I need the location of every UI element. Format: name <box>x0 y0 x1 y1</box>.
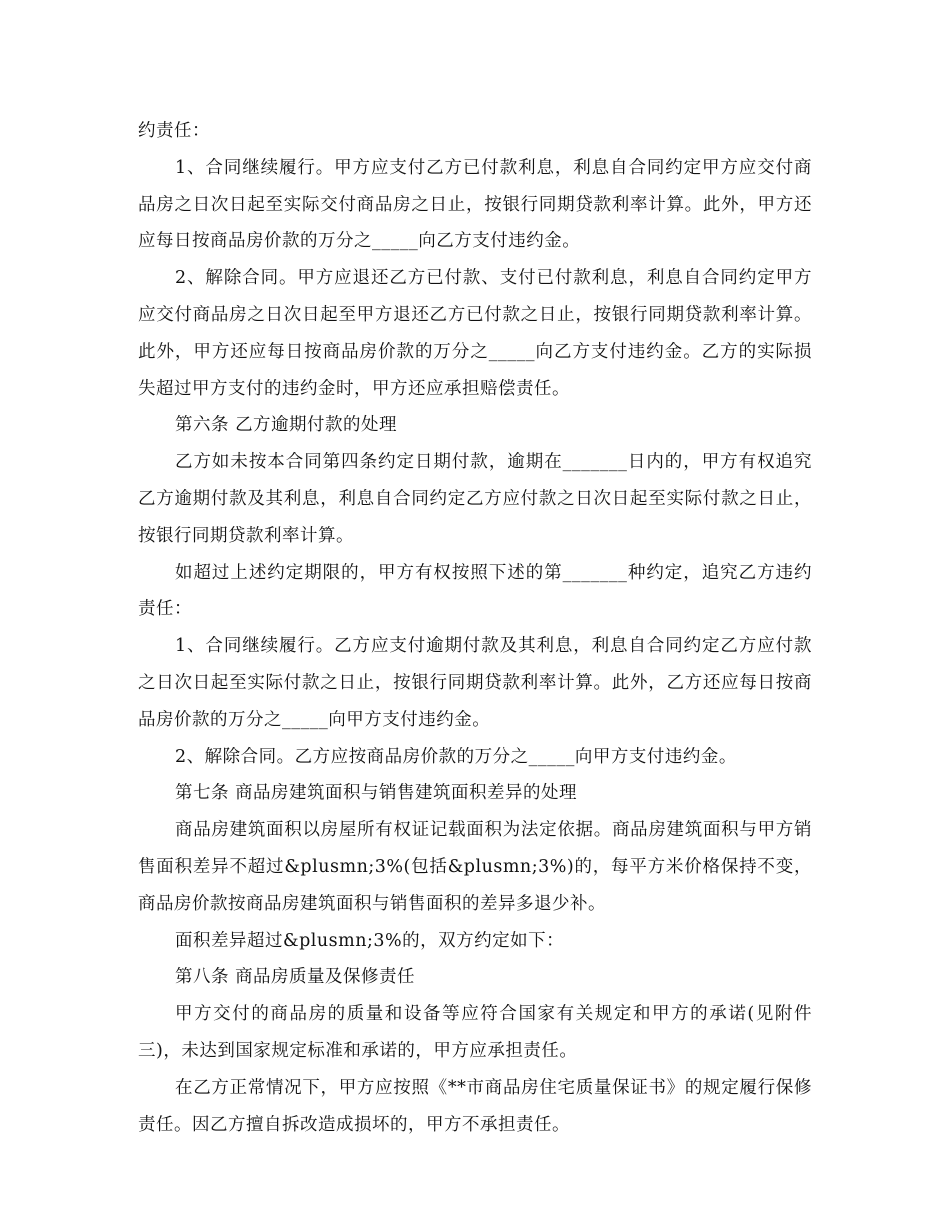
paragraph-buyer-terminate-contract: 2、解除合同。乙方应按商品房价款的万分之_____向甲方支付违约金。 <box>175 746 737 767</box>
paragraph-area-basis: 商品房建筑面积以房屋所有权证记载面积为法定依据。商品房建筑面积与甲方销售面积差异不超过&plusmn;3%(包括&plusmn;3%)的，每平方米价格保持不变，商品房价款按商品房建筑面积与销售面积的差异多退少补。 <box>138 820 812 914</box>
paragraph-clause-2-terminate-contract: 2、解除合同。甲方应退还乙方已付款、支付已付款利息，利息自合同约定甲方应交付商品房之日次日起至甲方退还乙方已付款之日止，按银行同期贷款利率计算。此外，甲方还应每日按商品房价款的万分之_____向乙方支付违约金。乙方的实际损失超过甲方支付的违约金时，甲方还应承担赔偿责任。 <box>138 268 812 399</box>
paragraph-warranty-responsibility: 在乙方正常情况下，甲方应按照《**市商品房住宅质量保证书》的规定履行保修责任。因乙方擅自拆改造成损坏的，甲方不承担责任。 <box>138 1077 812 1135</box>
paragraph-quality-standard: 甲方交付的商品房的质量和设备等应符合国家有关规定和甲方的承诺(见附件三)，未达到国家规定标准和承诺的，甲方应承担责任。 <box>138 1004 812 1061</box>
section-heading-article-7: 第七条 商品房建筑面积与销售建筑面积差异的处理 <box>175 783 578 804</box>
section-heading-article-6: 第六条 乙方逾期付款的处理 <box>175 415 398 436</box>
paragraph-overdue-payment: 乙方如未按本合同第四条约定日期付款，逾期在_______日内的，甲方有权追究乙方逾期付款及其利息，利息自合同约定乙方应付款之日次日起至实际付款之日止，按银行同期贷款利率计算。 <box>138 452 812 546</box>
paragraph-beyond-deadline: 如超过上述约定期限的，甲方有权按照下述的第_______种约定，追究乙方违约责任： <box>138 562 812 620</box>
paragraph-clause-1-continue-contract: 1、合同继续履行。甲方应支付乙方已付款利息，利息自合同约定甲方应交付商品房之日次日起至实际交付商品房之日止，按银行同期贷款利率计算。此外，甲方还应每日按商品房价款的万分之_____向乙方支付违约金。 <box>138 157 812 252</box>
paragraph-area-difference: 面积差异超过&plusmn;3%的，双方约定如下： <box>175 930 565 951</box>
section-heading-article-8: 第八条 商品房质量及保修责任 <box>175 967 416 988</box>
paragraph-buyer-continue-contract: 1、合同继续履行。乙方应支付逾期付款及其利息，利息自合同约定乙方应付款之日次日起至实际付款之日止，按银行同期贷款利率计算。此外，乙方还应每日按商品房价款的万分之_____向甲方支付违约金。 <box>138 636 812 730</box>
paragraph-continuation: 约责任： <box>138 121 210 141</box>
